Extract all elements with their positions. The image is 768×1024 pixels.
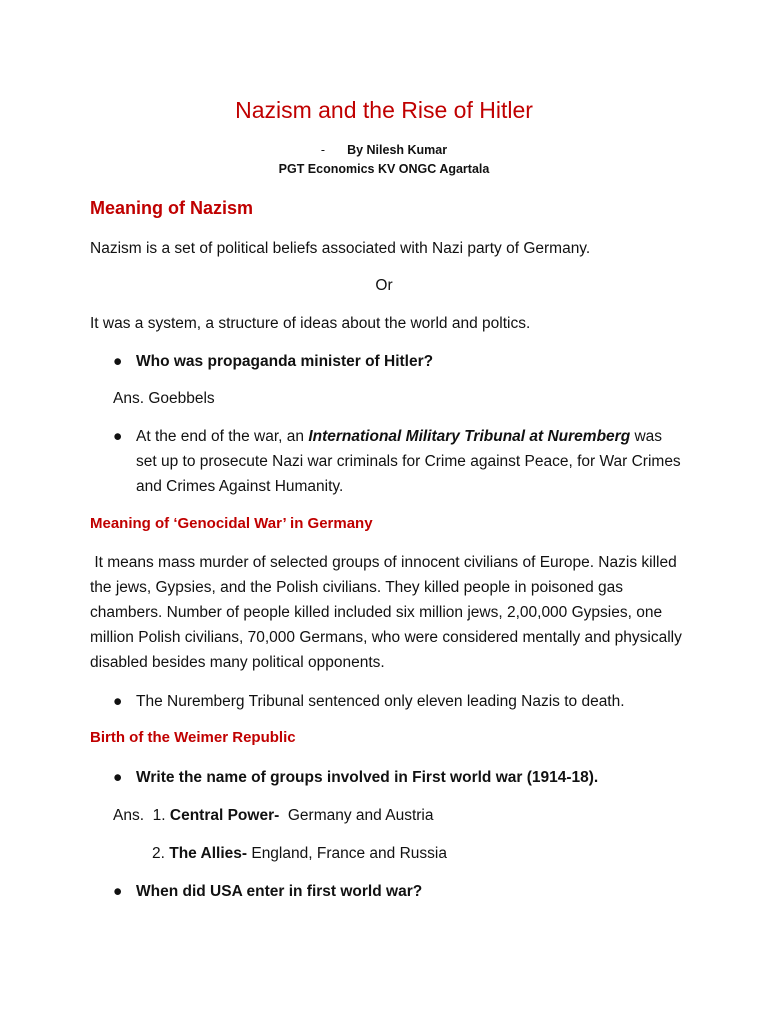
byline-dash: - — [320, 143, 326, 157]
document-title: Nazism and the Rise of Hitler — [235, 97, 533, 123]
emphasis-tribunal: International Military Tribunal at Nuremberg — [308, 428, 631, 445]
answer-prefix: Ans. 1. — [113, 807, 170, 824]
bullet-icon: ● — [113, 883, 123, 900]
bullet-icon: ● — [113, 693, 123, 710]
paragraph-nazism-definition: Nazism is a set of political beliefs associated with Nazi party of Germany. — [90, 240, 591, 257]
bullet-question-propaganda — [113, 349, 683, 374]
author-name: By Nilesh Kumar — [347, 143, 448, 157]
bullet-tribunal-sentence — [113, 689, 683, 714]
heading-meaning-of-nazism: Meaning of Nazism — [90, 198, 254, 218]
bullet-nuremberg-tribunal — [113, 424, 683, 499]
answer-allies — [152, 841, 447, 866]
author-line — [0, 141, 768, 159]
or-separator: Or — [375, 277, 393, 294]
bullet-text — [136, 424, 683, 499]
bullet-question-groups — [113, 765, 683, 790]
heading-genocidal-war: Meaning of ‘Genocidal War’ in Germany — [90, 515, 373, 532]
bullet-icon: ● — [113, 428, 123, 445]
author-affiliation: PGT Economics KV ONGC Agartala — [278, 162, 490, 176]
bullet-text: The Nuremberg Tribunal sentenced only eleven leading Nazis to death. — [136, 693, 625, 710]
text-part: At the end of the war, an — [136, 428, 309, 445]
text-part: was set up to prosecute Nazi war criminals for Crime against Peace, for War Crimes and Crimes Against Humanity. — [136, 428, 681, 495]
answer-prefix: 2. — [152, 845, 170, 862]
bullet-icon: ● — [113, 353, 123, 370]
answer-text: Germany and Austria — [279, 807, 434, 824]
question-text: When did USA enter in first world war? — [136, 883, 423, 900]
answer-central-power — [113, 803, 433, 828]
answer-text: England, France and Russia — [247, 845, 447, 862]
answer-label: The Allies- — [169, 845, 248, 862]
answer-label: Central Power- — [169, 807, 280, 824]
bullet-icon: ● — [113, 769, 123, 786]
heading-weimer-republic: Birth of the Weimer Republic — [90, 729, 296, 746]
question-text: Write the name of groups involved in First world war (1914-18). — [136, 769, 599, 786]
paragraph-nazism-system: It was a system, a structure of ideas about the world and poltics. — [90, 315, 531, 332]
bullet-question-usa — [113, 879, 683, 904]
answer-goebbels: Ans. Goebbels — [113, 390, 215, 407]
paragraph-genocidal-war: It means mass murder of selected groups of innocent civilians of Europe. Nazis killed the jews, Gypsies, and the Polish civilians. They killed people in poisoned gas chambers. Number of people killed included six million jews, 2,00,000 Gypsies, one million Polish civilians, 70,000 Germans, who were considered mentally and physically disabled besides many political opponents. — [90, 554, 687, 671]
question-text: Who was propaganda minister of Hitler? — [136, 353, 434, 370]
